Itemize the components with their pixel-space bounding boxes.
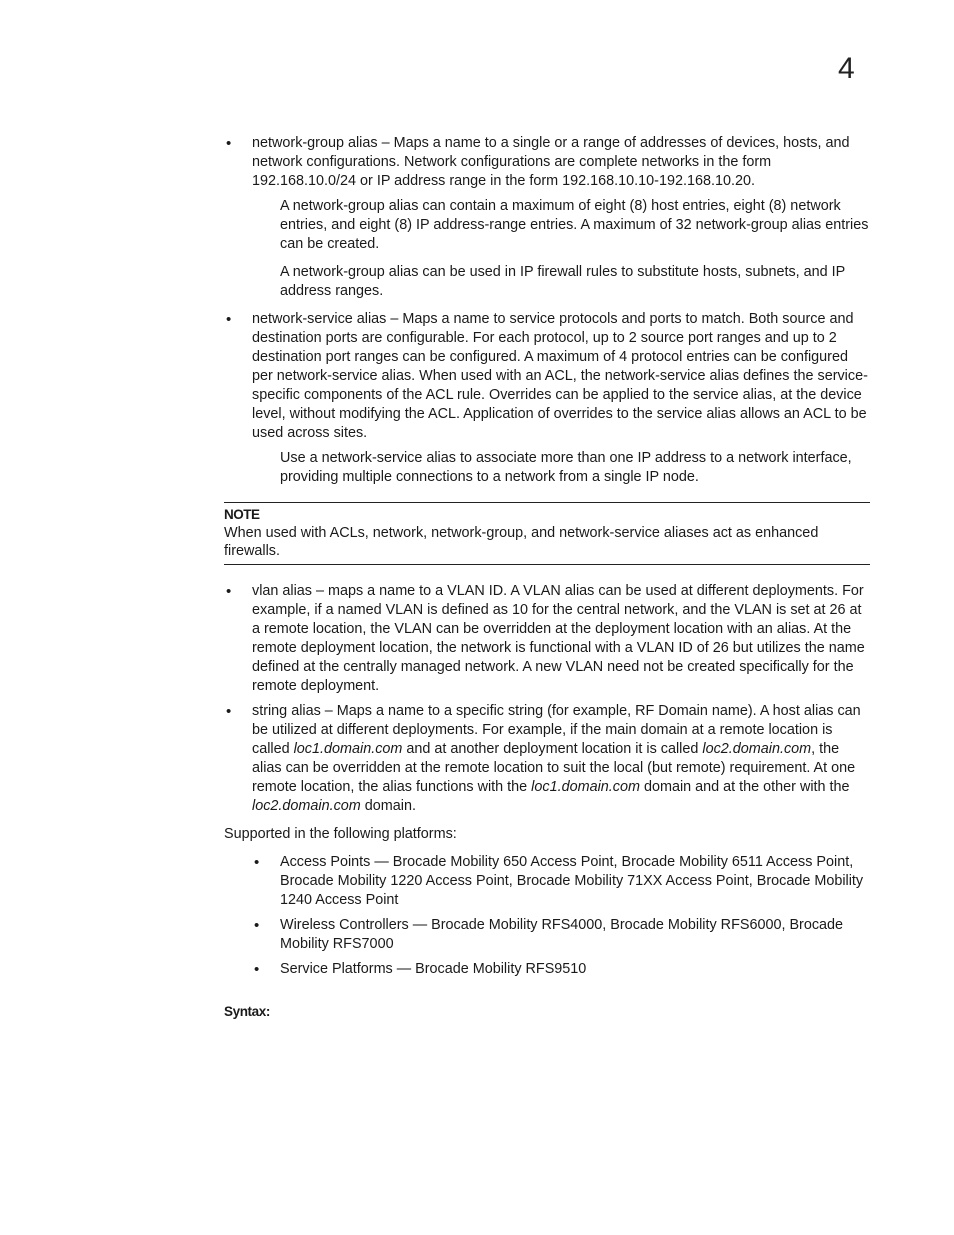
bullet-text: • network-group alias – Maps a name to a single or a range of addresses of devices, hosts, and network configurations. Network configurations are complete networks in the form 192.168.10.0/24 or IP address range in the form 192.168.10.10-192.168.10.20.: [252, 135, 850, 189]
domain-term: loc2.domain.com: [252, 798, 361, 814]
bullet-text: • string alias – Maps a name to a specific string (for example, RF Domain name). A host alias can be utilized at different deployments. For example, if the main domain at a remote location is called loc1.domain.com and at another deployment location it is called loc2.domain.com, the alias can be overridden at the remote location to suit the local (but remote) requirement. At one remote location, the alias functions with the loc1.domain.com domain and at the other with the loc2.domain.com domain.: [252, 703, 861, 814]
list-item-string-alias: [224, 702, 870, 816]
page-content: [224, 134, 870, 1021]
sub-paragraph: Use a network-service alias to associate more than one IP address to a network interface, providing multiple connections to a network from a single IP node.: [280, 450, 852, 485]
platform-item: • Wireless Controllers — Brocade Mobility RFS4000, Brocade Mobility RFS6000, Brocade Mobility RFS7000: [224, 916, 870, 954]
domain-term: loc1.domain.com: [293, 741, 403, 757]
bullet-text: • vlan alias – maps a name to a VLAN ID. A VLAN alias can be used at different deployments. For example, if a named VLAN is defined as 10 for the central network, and the VLAN is set at 26 at a remote location, the VLAN can be overridden at the deployment location with an alias. At the remote deployment location, the network is functional with a VLAN ID of 26 but utilizes the name defined at the centrally managed network. A new VLAN need not be created specifically for the remote deployment.: [252, 583, 865, 694]
chapter-number: 4: [838, 52, 855, 85]
note-title: NOTE: [224, 507, 260, 522]
platform-item: • Access Points — Brocade Mobility 650 Access Point, Brocade Mobility 6511 Access Point, Brocade Mobility 1220 Access Point, Brocade Mobility 71XX Access Point, Brocade Mobility 1240 Access Point: [224, 853, 870, 910]
list-item-vlan-alias: [224, 582, 870, 696]
list-item-network-service-alias: [224, 310, 870, 443]
list-item-network-group-alias: [224, 134, 870, 191]
syntax-heading: Syntax:: [224, 1004, 270, 1019]
sub-paragraph: A network-group alias can be used in IP firewall rules to substitute hosts, subnets, and IP address ranges.: [280, 264, 846, 299]
sub-paragraph: A network-group alias can contain a maximum of eight (8) host entries, eight (8) network entries, and eight (8) IP address-range entries. A maximum of 32 network-group alias entries can be created.: [280, 198, 869, 252]
platform-item: • Service Platforms — Brocade Mobility RFS9510: [224, 960, 870, 979]
note-box: [224, 502, 870, 565]
bullet-text: • network-service alias – Maps a name to service protocols and ports to match. Both source and destination ports are configurable. For each protocol, up to 2 source port ranges and up to 2 destination port ranges can be configured. A maximum of 4 protocol entries can be configured per network-service alias. When used with an ACL, the network-service alias defines the service-specific components of the ACL rule. Overrides can be applied to the service alias, at the device level, without modifying the ACL. Application of overrides to the service alias allows an ACL to be used across sites.: [252, 311, 868, 441]
domain-term: loc2.domain.com: [702, 741, 812, 757]
supported-intro: Supported in the following platforms:: [224, 826, 457, 842]
note-text: When used with ACLs, network, network-group, and network-service aliases act as enhanced firewalls.: [224, 525, 819, 559]
domain-term: loc1.domain.com: [531, 779, 640, 795]
